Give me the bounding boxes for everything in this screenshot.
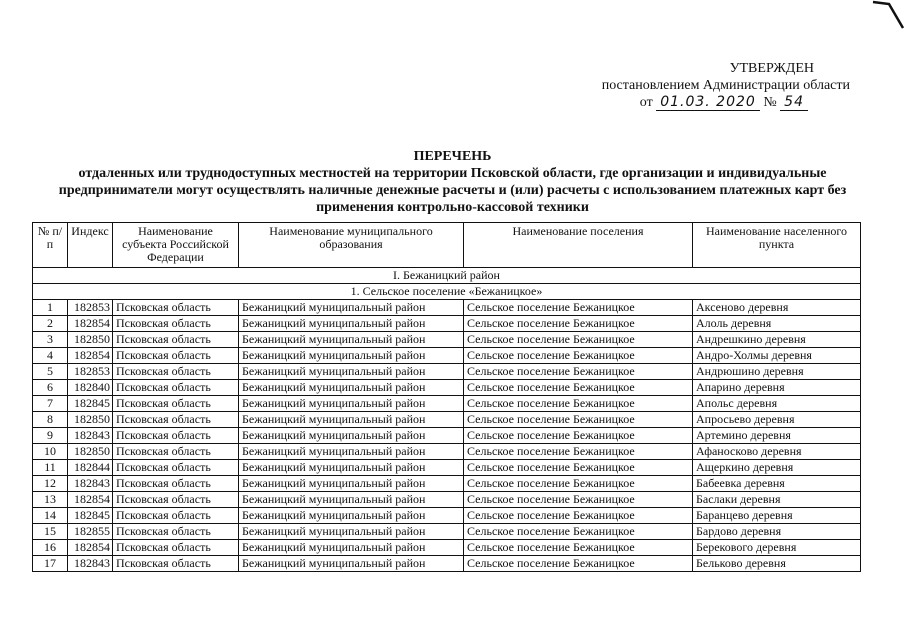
row-settlement: Сельское поселение Бежаницкое <box>464 444 693 460</box>
table-row <box>33 316 861 332</box>
table-row <box>33 524 861 540</box>
table-row <box>33 332 861 348</box>
row-settlement: Сельское поселение Бежаницкое <box>464 396 693 412</box>
row-municipality: Бежаницкий муниципальный район <box>239 428 464 444</box>
row-settlement: Сельское поселение Бежаницкое <box>464 428 693 444</box>
table-row <box>33 364 861 380</box>
row-settlement: Сельское поселение Бежаницкое <box>464 412 693 428</box>
row-locality: Андро-Холмы деревня <box>693 348 861 364</box>
col-header-subject: Наименование субъекта Российской Федерации <box>113 223 239 268</box>
row-locality: Бардово деревня <box>693 524 861 540</box>
row-settlement: Сельское поселение Бежаницкое <box>464 316 693 332</box>
table-row <box>33 428 861 444</box>
col-header-locality: Наименование населенного пункта <box>693 223 861 268</box>
table-row <box>33 556 861 572</box>
row-number: 1 <box>33 300 68 316</box>
row-locality: Баслаки деревня <box>693 492 861 508</box>
row-index: 182850 <box>68 412 113 428</box>
row-index: 182854 <box>68 316 113 332</box>
row-settlement: Сельское поселение Бежаницкое <box>464 348 693 364</box>
row-index: 182845 <box>68 396 113 412</box>
row-locality: Андрешкино деревня <box>693 332 861 348</box>
district-row <box>33 268 861 284</box>
row-number: 2 <box>33 316 68 332</box>
document-title <box>0 148 905 216</box>
row-locality: Апарино деревня <box>693 380 861 396</box>
document-heading: ПЕРЕЧЕНЬ <box>413 149 492 164</box>
row-subject: Псковская область <box>113 380 239 396</box>
row-subject: Псковская область <box>113 540 239 556</box>
row-index: 182843 <box>68 556 113 572</box>
row-municipality: Бежаницкий муниципальный район <box>239 492 464 508</box>
row-subject: Псковская область <box>113 332 239 348</box>
row-municipality: Бежаницкий муниципальный район <box>239 380 464 396</box>
row-number: 16 <box>33 540 68 556</box>
row-settlement: Сельское поселение Бежаницкое <box>464 476 693 492</box>
row-subject: Псковская область <box>113 396 239 412</box>
handwritten-number: 54 <box>780 94 808 111</box>
row-locality: Апросьево деревня <box>693 412 861 428</box>
row-index: 182850 <box>68 332 113 348</box>
settlement-label: 1. Сельское поселение «Бежаницкое» <box>33 284 861 300</box>
row-locality: Берекового деревня <box>693 540 861 556</box>
row-settlement: Сельское поселение Бежаницкое <box>464 508 693 524</box>
date-prefix: от <box>639 95 653 110</box>
row-number: 6 <box>33 380 68 396</box>
row-number: 4 <box>33 348 68 364</box>
row-number: 17 <box>33 556 68 572</box>
row-municipality: Бежаницкий муниципальный район <box>239 540 464 556</box>
row-index: 182843 <box>68 476 113 492</box>
row-number: 12 <box>33 476 68 492</box>
table-row <box>33 412 861 428</box>
approval-title: УТВЕРЖДЕН <box>729 61 814 76</box>
row-index: 182850 <box>68 444 113 460</box>
row-municipality: Бежаницкий муниципальный район <box>239 364 464 380</box>
col-header-municipality: Наименование муниципального образования <box>239 223 464 268</box>
row-settlement: Сельское поселение Бежаницкое <box>464 540 693 556</box>
row-municipality: Бежаницкий муниципальный район <box>239 508 464 524</box>
row-subject: Псковская область <box>113 476 239 492</box>
number-prefix: № <box>763 95 777 110</box>
row-subject: Псковская область <box>113 444 239 460</box>
row-subject: Псковская область <box>113 460 239 476</box>
localities-table <box>32 222 861 572</box>
row-municipality: Бежаницкий муниципальный район <box>239 556 464 572</box>
row-municipality: Бежаницкий муниципальный район <box>239 524 464 540</box>
row-settlement: Сельское поселение Бежаницкое <box>464 460 693 476</box>
row-municipality: Бежаницкий муниципальный район <box>239 348 464 364</box>
row-subject: Псковская область <box>113 492 239 508</box>
row-index: 182853 <box>68 364 113 380</box>
col-header-settlement: Наименование поселения <box>464 223 693 268</box>
row-locality: Артемино деревня <box>693 428 861 444</box>
col-header-index: Индекс <box>68 223 113 268</box>
row-locality: Бабеевка деревня <box>693 476 861 492</box>
table-row <box>33 492 861 508</box>
row-municipality: Бежаницкий муниципальный район <box>239 300 464 316</box>
row-locality: Алоль деревня <box>693 316 861 332</box>
row-subject: Псковская область <box>113 348 239 364</box>
scan-corner-mark <box>865 0 905 30</box>
approval-by: постановлением Администрации области <box>601 78 850 93</box>
row-municipality: Бежаницкий муниципальный район <box>239 460 464 476</box>
handwritten-date: 01.03. 2020 <box>656 94 760 111</box>
approval-block <box>602 60 850 111</box>
row-number: 8 <box>33 412 68 428</box>
row-locality: Бельково деревня <box>693 556 861 572</box>
row-number: 9 <box>33 428 68 444</box>
approval-date-line <box>602 94 808 111</box>
row-locality: Афаносково деревня <box>693 444 861 460</box>
row-municipality: Бежаницкий муниципальный район <box>239 412 464 428</box>
row-municipality: Бежаницкий муниципальный район <box>239 476 464 492</box>
row-index: 182843 <box>68 428 113 444</box>
row-index: 182840 <box>68 380 113 396</box>
row-index: 182854 <box>68 492 113 508</box>
row-index: 182845 <box>68 508 113 524</box>
row-subject: Псковская область <box>113 524 239 540</box>
row-settlement: Сельское поселение Бежаницкое <box>464 364 693 380</box>
table-row <box>33 476 861 492</box>
row-number: 13 <box>33 492 68 508</box>
document-subheading: отдаленных или труднодоступных местностей на территории Псковской области, где организации и индивидуальные предприниматели могут осуществлять наличные денежные расчеты и (или) расчеты с использованием платежных карт без применения контрольно-кассовой техники <box>58 166 847 215</box>
table-row <box>33 348 861 364</box>
row-index: 182853 <box>68 300 113 316</box>
row-subject: Псковская область <box>113 300 239 316</box>
row-number: 7 <box>33 396 68 412</box>
row-settlement: Сельское поселение Бежаницкое <box>464 300 693 316</box>
table-header-row <box>33 223 861 268</box>
row-settlement: Сельское поселение Бежаницкое <box>464 380 693 396</box>
table-row <box>33 396 861 412</box>
row-number: 5 <box>33 364 68 380</box>
row-number: 14 <box>33 508 68 524</box>
row-subject: Псковская область <box>113 556 239 572</box>
row-settlement: Сельское поселение Бежаницкое <box>464 524 693 540</box>
table-row <box>33 460 861 476</box>
row-number: 10 <box>33 444 68 460</box>
row-settlement: Сельское поселение Бежаницкое <box>464 556 693 572</box>
table-row <box>33 380 861 396</box>
row-number: 3 <box>33 332 68 348</box>
row-locality: Апольс деревня <box>693 396 861 412</box>
row-locality: Аксеново деревня <box>693 300 861 316</box>
row-locality: Андрюшино деревня <box>693 364 861 380</box>
row-settlement: Сельское поселение Бежаницкое <box>464 332 693 348</box>
row-number: 15 <box>33 524 68 540</box>
row-locality: Ащеркино деревня <box>693 460 861 476</box>
col-header-number: № п/п <box>33 223 68 268</box>
row-subject: Псковская область <box>113 364 239 380</box>
row-subject: Псковская область <box>113 428 239 444</box>
table-row <box>33 540 861 556</box>
row-municipality: Бежаницкий муниципальный район <box>239 396 464 412</box>
table-row <box>33 508 861 524</box>
row-municipality: Бежаницкий муниципальный район <box>239 332 464 348</box>
table-row <box>33 300 861 316</box>
row-subject: Псковская область <box>113 316 239 332</box>
table-row <box>33 444 861 460</box>
row-index: 182855 <box>68 524 113 540</box>
row-subject: Псковская область <box>113 412 239 428</box>
row-index: 182854 <box>68 540 113 556</box>
row-index: 182844 <box>68 460 113 476</box>
district-label: I. Бежаницкий район <box>33 268 861 284</box>
row-index: 182854 <box>68 348 113 364</box>
row-subject: Псковская область <box>113 508 239 524</box>
row-number: 11 <box>33 460 68 476</box>
row-settlement: Сельское поселение Бежаницкое <box>464 492 693 508</box>
settlement-row <box>33 284 861 300</box>
row-municipality: Бежаницкий муниципальный район <box>239 444 464 460</box>
row-locality: Баранцево деревня <box>693 508 861 524</box>
row-municipality: Бежаницкий муниципальный район <box>239 316 464 332</box>
